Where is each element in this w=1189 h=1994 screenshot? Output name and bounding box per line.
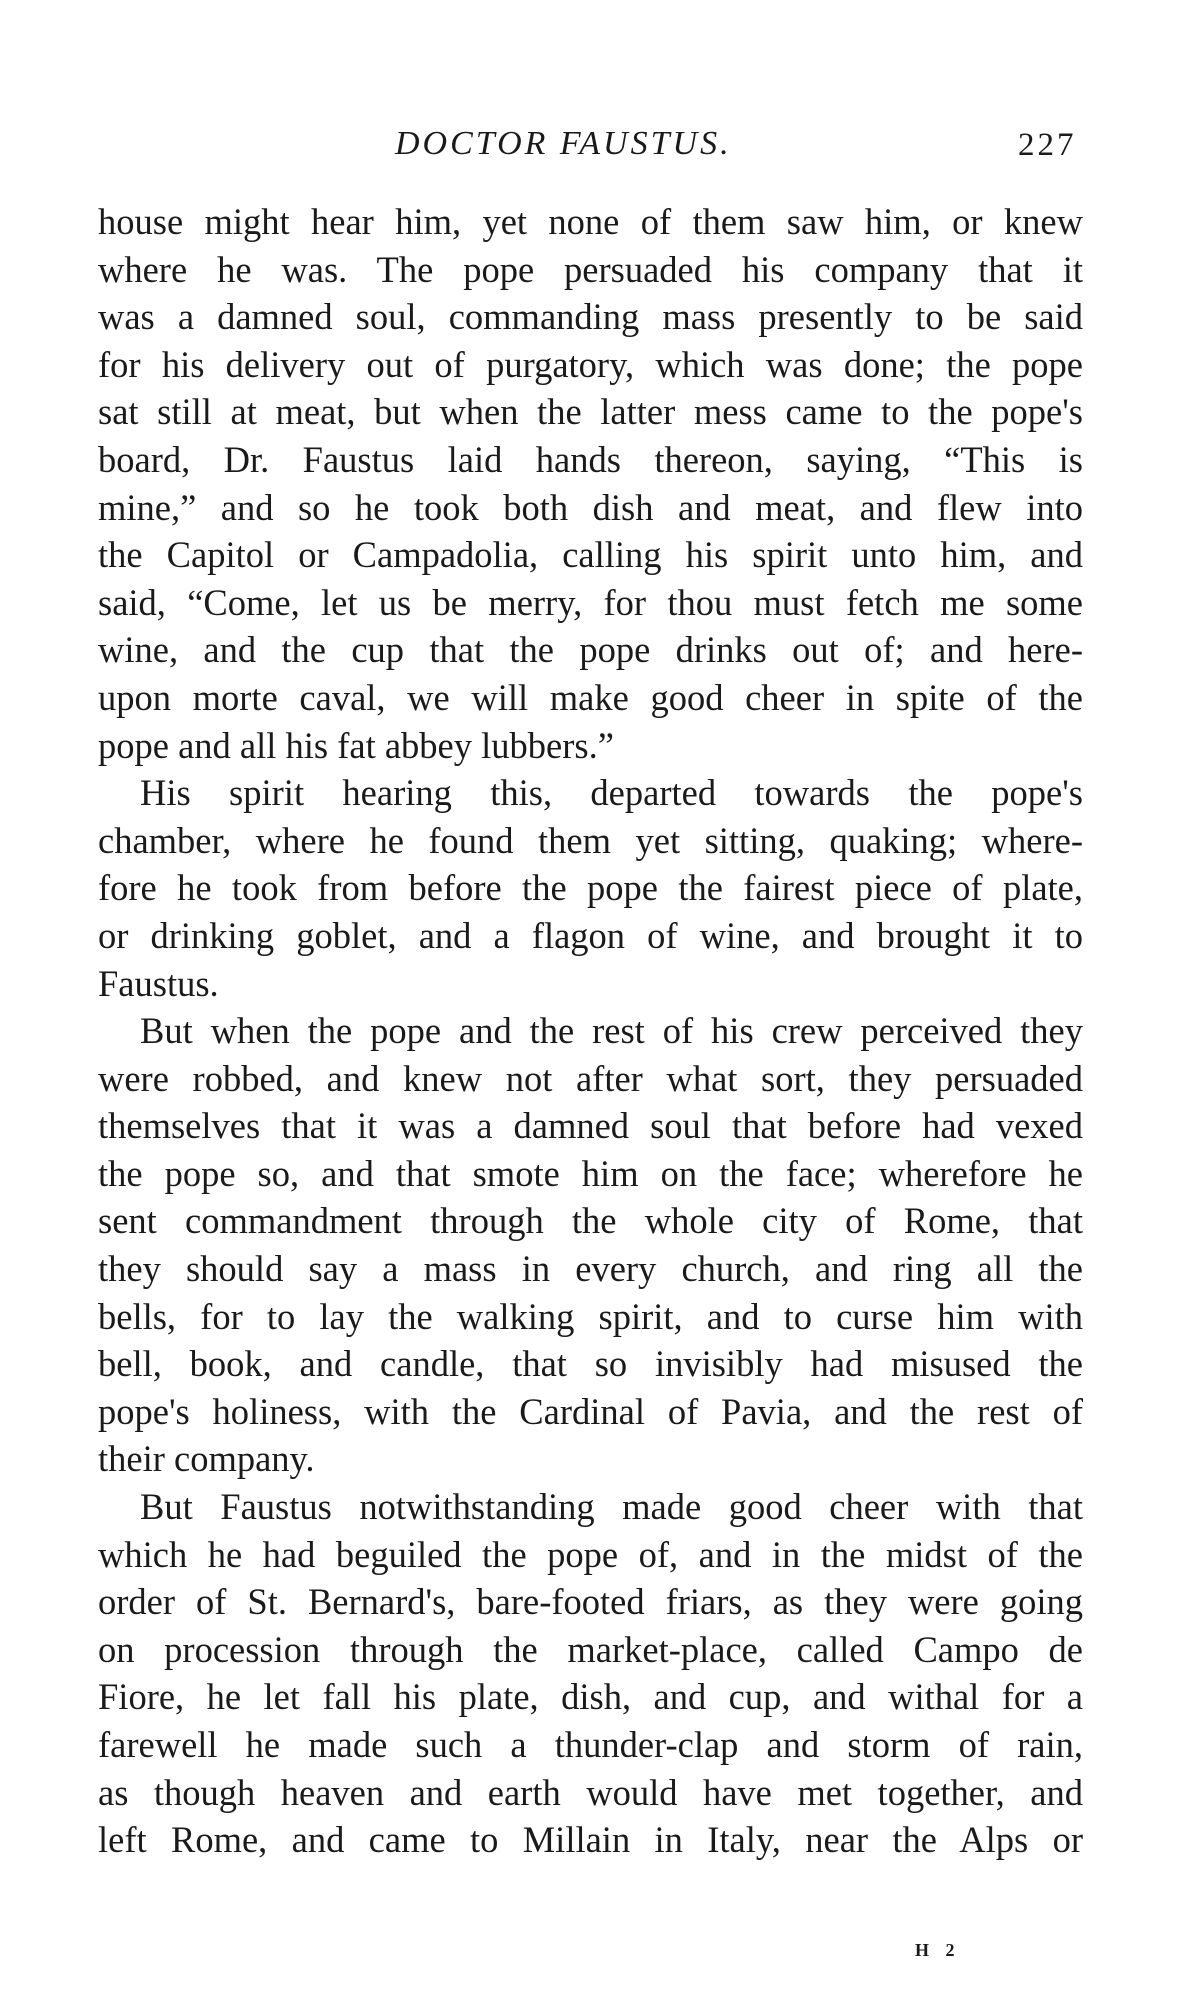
body-text: [98, 198, 1083, 1864]
text-line: the pope so, and that smote him on the face; wherefore he: [98, 1152, 1083, 1194]
text-line: bell, book, and candle, that so invisibly had misused the: [98, 1343, 1083, 1385]
text-line: house might hear him, yet none of them saw him, or knew: [98, 201, 1083, 242]
paragraph: [98, 1007, 1083, 1483]
text-line: Faustus.: [98, 962, 219, 1004]
text-line: where he was. The pope persuaded his company that it: [98, 248, 1083, 290]
text-line: they should say a mass in every church, and ring all the: [98, 1248, 1083, 1290]
text-line: His spirit hearing this, departed towards the pope's: [140, 772, 1083, 814]
text-line: left Rome, and came to Millain in Italy, near the Alps or: [98, 1819, 1083, 1861]
text-line: wine, and the cup that the pope drinks out of; and here-: [98, 629, 1083, 671]
running-head: [0, 125, 1189, 175]
text-line: But when the pope and the rest of his crew perceived they: [140, 1010, 1083, 1052]
text-line: pope and all his fat abbey lubbers.”: [98, 724, 614, 766]
text-line: the Capitol or Campadolia, calling his spirit unto him, and: [98, 534, 1083, 576]
text-line: fore he took from before the pope the fairest piece of plate,: [98, 867, 1083, 909]
text-line: bells, for to lay the walking spirit, and to curse him with: [98, 1295, 1083, 1337]
text-line: their company.: [98, 1438, 315, 1480]
text-line: which he had beguiled the pope of, and in the midst of the: [98, 1533, 1083, 1575]
text-line: Fiore, he let fall his plate, dish, and cup, and withal for a: [98, 1676, 1083, 1718]
text-line: board, Dr. Faustus laid hands thereon, saying, “This is: [98, 438, 1083, 480]
text-line: as though heaven and earth would have met together, and: [98, 1771, 1083, 1813]
text-line: was a damned soul, commanding mass presently to be said: [98, 296, 1083, 338]
text-line: farewell he made such a thunder-clap and storm of rain,: [98, 1724, 1083, 1765]
text-line: order of St. Bernard's, bare-footed friars, as they were going: [98, 1581, 1083, 1623]
text-line: pope's holiness, with the Cardinal of Pavia, and the rest of: [98, 1390, 1083, 1432]
text-line: chamber, where he found them yet sitting, quaking; where-: [98, 819, 1083, 861]
text-line: were robbed, and knew not after what sort, they persuaded: [98, 1057, 1083, 1099]
page-number: 227: [1018, 127, 1077, 163]
running-title: DOCTOR FAUSTUS.: [395, 125, 732, 162]
text-line: themselves that it was a damned soul that before had vexed: [98, 1105, 1083, 1147]
text-line: mine,” and so he took both dish and meat, and flew into: [98, 486, 1083, 528]
text-line: sat still at meat, but when the latter mess came to the pope's: [98, 391, 1083, 433]
text-line: But Faustus notwithstanding made good cheer with that: [140, 1486, 1083, 1528]
paragraph: [98, 1483, 1083, 1864]
text-line: or drinking goblet, and a flagon of wine, and brought it to: [98, 914, 1083, 956]
text-line: said, “Come, let us be merry, for thou must fetch me some: [98, 581, 1083, 623]
text-line: on procession through the market-place, called Campo de: [98, 1628, 1083, 1670]
text-line: for his delivery out of purgatory, which was done; the pope: [98, 343, 1083, 385]
text-line: sent commandment through the whole city of Rome, that: [98, 1200, 1083, 1242]
paragraph: [98, 198, 1083, 769]
text-line: upon morte caval, we will make good cheer in spite of the: [98, 676, 1083, 718]
paragraph: [98, 769, 1083, 1007]
signature-mark: H 2: [915, 1940, 961, 1960]
